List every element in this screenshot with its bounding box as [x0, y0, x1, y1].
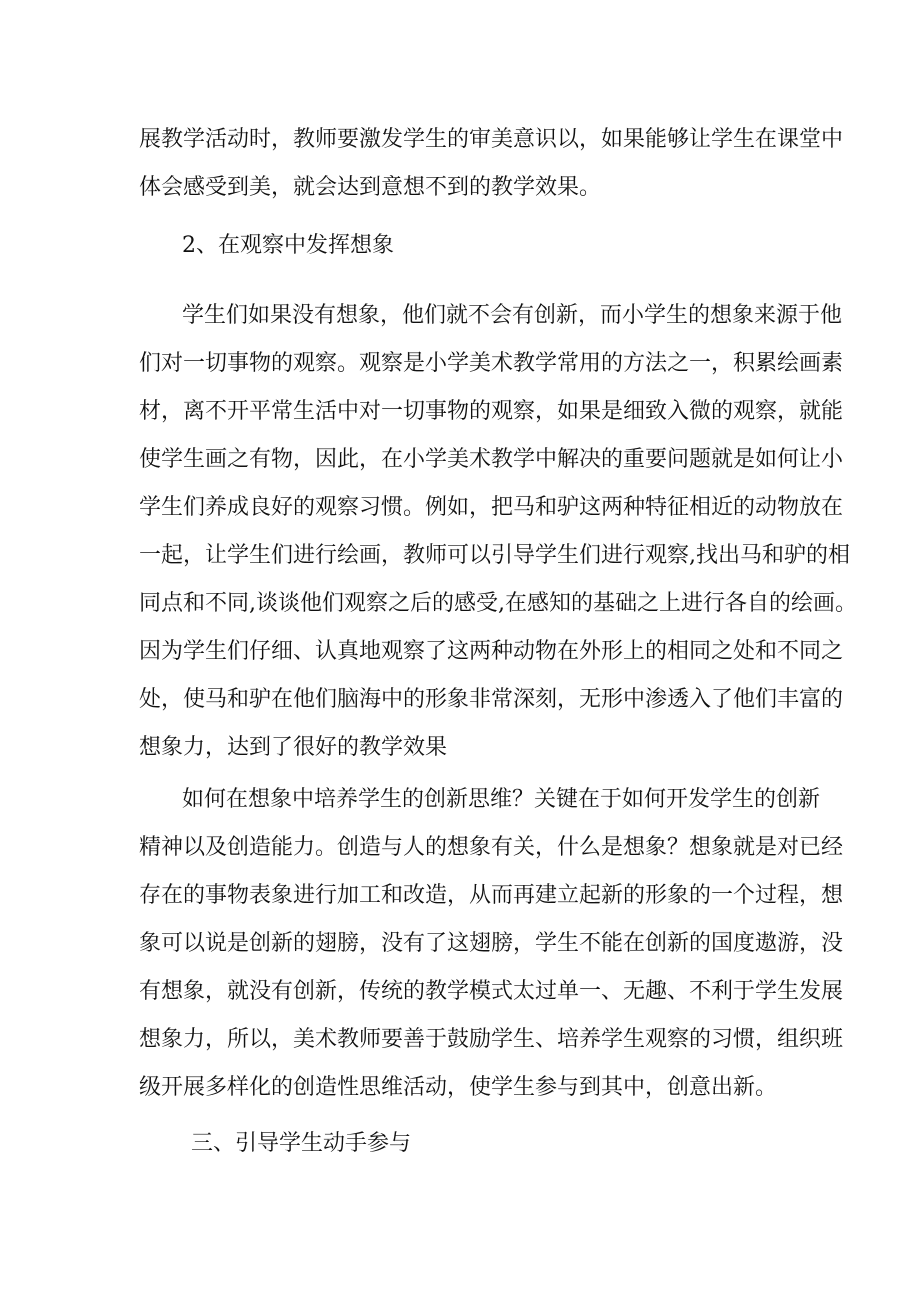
paragraph-line: 象可以说是创新的翅膀，没有了这翅膀，学生不能在创新的国度遨游，没 [139, 931, 844, 956]
paragraph-line: 有想象，就没有创新，传统的教学模式太过单一、无趣、不利于学生发展 [139, 979, 844, 1004]
paragraph-line: 因为学生们仔细、认真地观察了这两种动物在外形上的相同之处和不同之 [139, 639, 844, 664]
paragraph-line: 存在的事物表象进行加工和改造，从而再建立起新的形象的一个过程，想 [139, 883, 844, 908]
paragraph-line: 精神以及创造能力。创造与人的想象有关，什么是想象？想象就是对已经 [139, 835, 844, 860]
paragraph-line: 学生们如果没有想象，他们就不会有创新，而小学生的想象来源于他 [182, 303, 843, 328]
paragraph-line: 学生们养成良好的观察习惯。例如，把马和驴这两种特征相近的动物放在 [139, 495, 844, 520]
paragraph-line: 材，离不开平常生活中对一切事物的观察，如果是细致入微的观察，就能 [139, 399, 844, 424]
paragraph-line: 展教学活动时，教师要激发学生的审美意识以，如果能够让学生在课堂中 [139, 127, 844, 152]
paragraph-line: 体会感受到美，就会达到意想不到的教学效果。 [139, 175, 602, 200]
paragraph-line: 级开展多样化的创造性思维活动，使学生参与到其中，创意出新。 [139, 1075, 778, 1100]
paragraph-line: 处，使马和驴在他们脑海中的形象非常深刻，无形中渗透入了他们丰富的 [139, 687, 844, 712]
paragraph-line: 同点和不同,谈谈他们观察之后的感受,在感知的基础之上进行各自的绘画。 [139, 591, 857, 616]
paragraph-line: 们对一切事物的观察。观察是小学美术教学常用的方法之一，积累绘画素 [139, 351, 844, 376]
paragraph-line: 想象力，所以，美术教师要善于鼓励学生、培养学生观察的习惯，组织班 [139, 1027, 844, 1052]
paragraph-line: 使学生画之有物，因此，在小学美术教学中解决的重要问题就是如何让小 [139, 447, 844, 472]
paragraph-line: 想象力，达到了很好的教学效果 [139, 735, 448, 760]
paragraph-line: 一起，让学生们进行绘画，教师可以引导学生们进行观察,找出马和驴的相 [139, 543, 850, 568]
section-heading: 2、在观察中发挥想象 [182, 233, 394, 258]
paragraph-line: 如何在想象中培养学生的创新思维？关键在于如何开发学生的创新 [182, 787, 821, 812]
section-heading: 三、引导学生动手参与 [191, 1131, 412, 1156]
